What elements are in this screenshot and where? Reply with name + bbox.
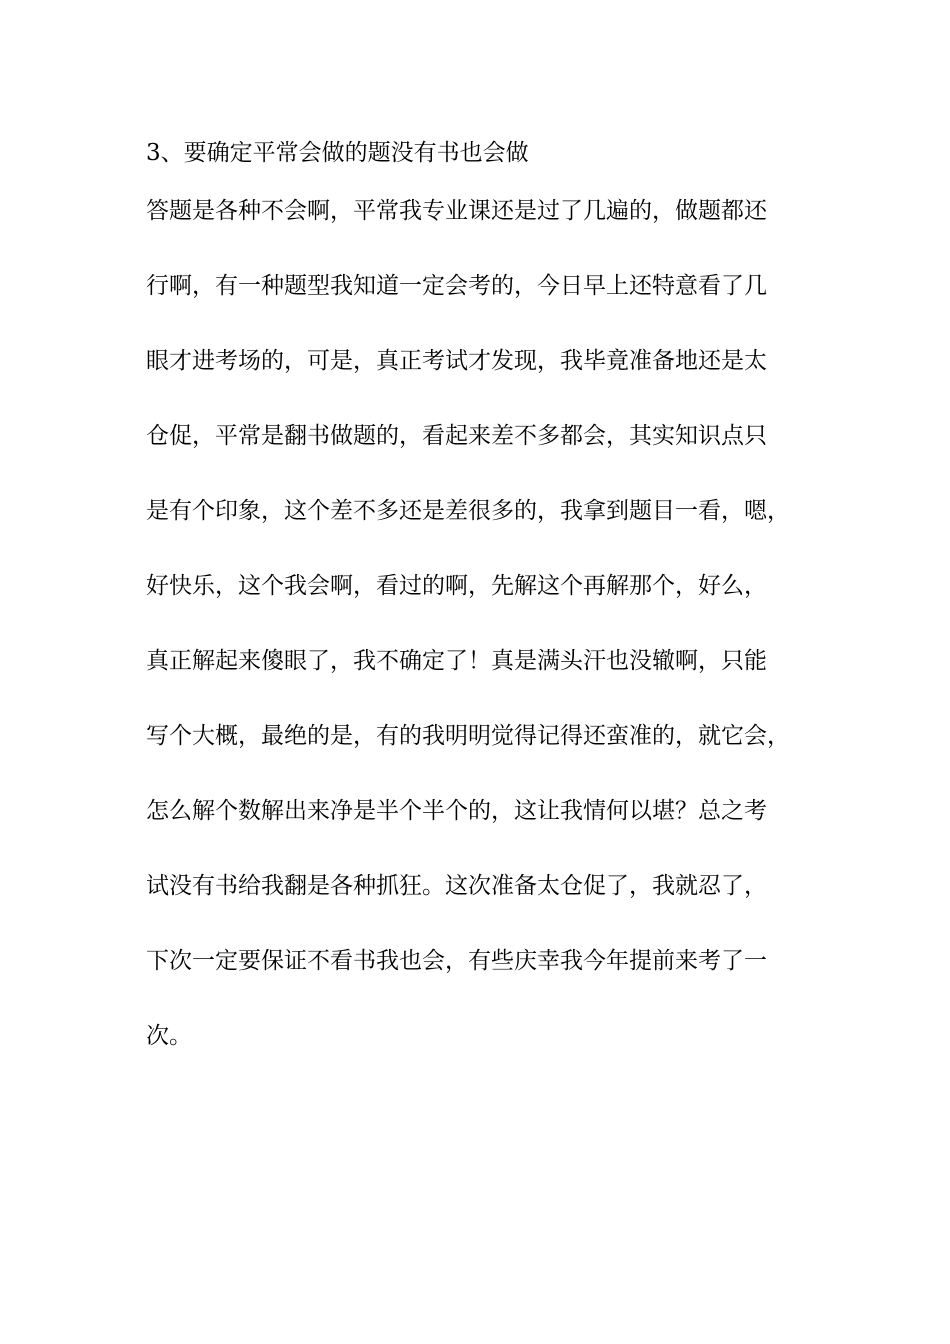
paragraph-line: 是有个印象，这个差不多还是差很多的，我拿到题目一看，嗯， [146, 498, 790, 524]
paragraph-line: 次。 [146, 1023, 192, 1049]
paragraph-line: 写个大概，最绝的是，有的我明明觉得记得还蛮准的，就它会， [146, 723, 790, 749]
paragraph-line: 试没有书给我翻是各种抓狂。这次准备太仓促了，我就忍了， [146, 873, 767, 899]
paragraph-line: 真正解起来傻眼了，我不确定了！真是满头汗也没辙啊，只能 [146, 648, 767, 674]
paragraph-line: 怎么解个数解出来净是半个半个的，这让我情何以堪？总之考 [146, 798, 767, 824]
paragraph-line: 好快乐，这个我会啊，看过的啊，先解这个再解那个，好么， [146, 573, 767, 599]
paragraph-line: 行啊，有一种题型我知道一定会考的，今日早上还特意看了几 [146, 273, 767, 299]
paragraph-line: 仓促，平常是翻书做题的，看起来差不多都会，其实知识点只 [146, 423, 767, 449]
document-body [146, 129, 836, 1087]
paragraph-line: 眼才进考场的，可是，真正考试才发现，我毕竟准备地还是太 [146, 348, 767, 374]
section-heading: 3、要确定平常会做的题没有书也会做 [146, 140, 529, 166]
paragraph-line: 答题是各种不会啊，平常我专业课还是过了几遍的，做题都还 [146, 198, 767, 224]
paragraph-line: 下次一定要保证不看书我也会，有些庆幸我今年提前来考了一 [146, 948, 767, 974]
